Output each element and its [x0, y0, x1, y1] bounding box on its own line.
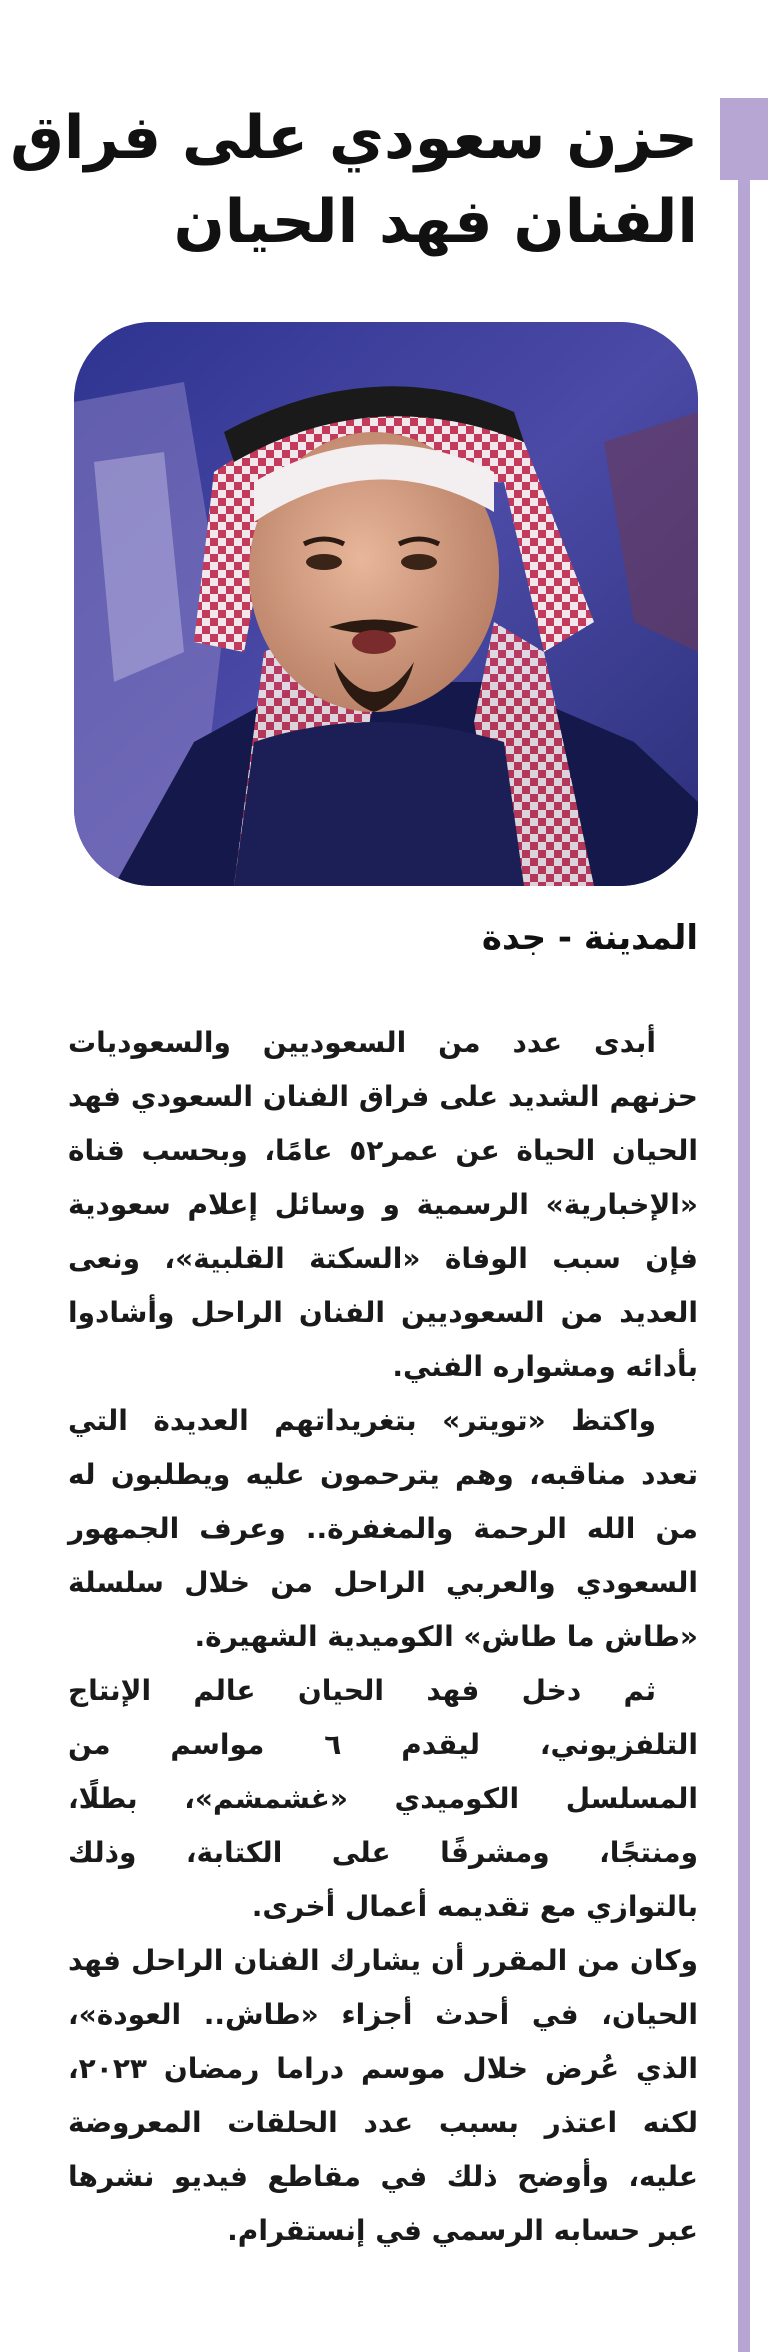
article-line: التلفزيوني، ليقدم ٦ مواسم من — [68, 1728, 699, 1761]
headline-line-2: الفنان فهد الحيان — [173, 187, 698, 257]
article-line: وكان من المقرر أن يشارك الفنان الراحل فهد — [68, 1944, 698, 1977]
article-line: أبدى عدد من السعوديين والسعوديات — [68, 1026, 656, 1059]
article-line: «طاش ما طاش» الكوميدية الشهيرة. — [194, 1620, 698, 1653]
article-line: السعودي والعربي الراحل من خلال سلسلة — [68, 1566, 698, 1599]
headline — [10, 96, 698, 264]
article-body — [68, 1016, 698, 2258]
article-line: من الله الرحمة والمغفرة.. وعرف الجمهور — [68, 1512, 698, 1545]
article-line: العديد من السعوديين الفنان الراحل وأشادوا — [68, 1296, 698, 1329]
article-line: الحيان، في أحدث أجزاء «طاش.. العودة»، — [68, 1998, 698, 2031]
article-line: ثم دخل فهد الحيان عالم الإنتاج — [68, 1674, 656, 1707]
photo-illustration — [74, 322, 698, 886]
article-line: عبر حسابه الرسمي في إنستقرام. — [227, 2214, 698, 2247]
accent-rule — [738, 180, 750, 2352]
article-line: بالتوازي مع تقديمه أعمال أخرى. — [251, 1890, 698, 1923]
article-photo — [74, 322, 698, 886]
article-line: حزنهم الشديد على فراق الفنان السعودي فهد — [68, 1080, 698, 1113]
article-line: الذي عُرض خلال موسم دراما رمضان ٢٠٢٣، — [68, 2052, 698, 2085]
accent-bar — [720, 98, 768, 180]
dateline: المدينة - جدة — [481, 918, 698, 958]
article-line: عليه، وأوضح ذلك في مقاطع فيديو نشرها — [68, 2160, 698, 2193]
article-line: ومنتجًا، ومشرفًا على الكتابة، وذلك — [68, 1836, 698, 1869]
article-line: تعدد مناقبه، وهم يترحمون عليه ويطلبون له — [68, 1458, 698, 1491]
article-line: المسلسل الكوميدي «غشمشم»، بطلًا، — [68, 1782, 698, 1815]
article-line: فإن سبب الوفاة «السكتة القلبية»، ونعى — [68, 1242, 698, 1275]
article-line: «الإخبارية» الرسمية و وسائل إعلام سعودية — [68, 1188, 698, 1221]
article-line: بأدائه ومشواره الفني. — [392, 1350, 698, 1383]
article-line: لكنه اعتذر بسبب عدد الحلقات المعروضة — [68, 2106, 698, 2139]
article-line: واكتظ «تويتر» بتغريداتهم العديدة التي — [68, 1404, 656, 1437]
article-line: الحيان الحياة عن عمر٥٢ عامًا، وبحسب قناة — [68, 1134, 698, 1167]
headline-line-1: حزن سعودي على فراق — [10, 103, 698, 173]
